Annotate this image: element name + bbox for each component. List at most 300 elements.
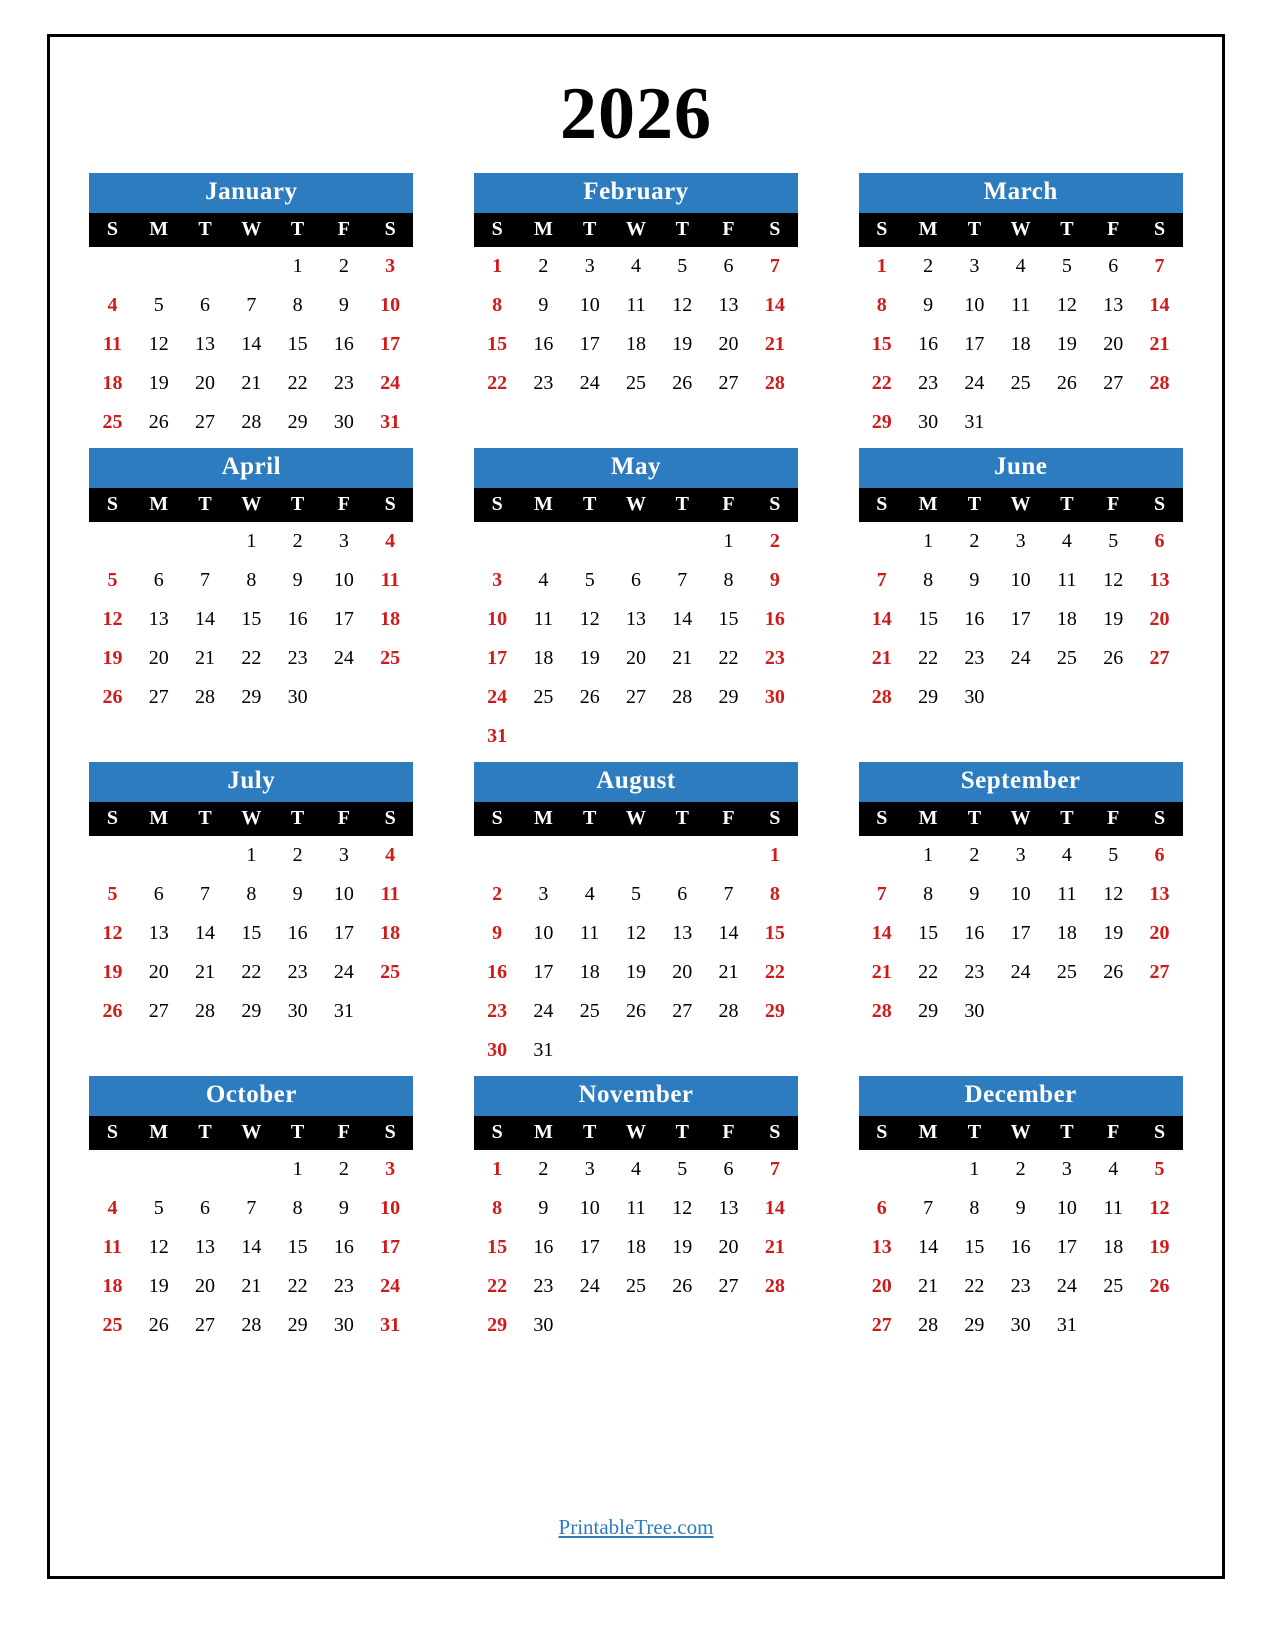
day-cell-empty	[998, 992, 1044, 1031]
day-cell: 22	[287, 372, 308, 394]
day-cell: 17	[579, 333, 600, 355]
day-cell: 11	[380, 883, 400, 905]
weekday-header: S	[752, 488, 798, 522]
day-cell: 8	[923, 569, 934, 591]
weekday-header-row	[474, 213, 798, 247]
week-row	[859, 600, 1183, 639]
weekday-header-row	[89, 1116, 413, 1150]
day-cell: 17	[533, 961, 554, 983]
day-cell-empty	[136, 522, 182, 561]
month-table	[859, 802, 1183, 1031]
day-cell: 16	[918, 333, 939, 355]
day-cell-empty	[567, 1031, 613, 1070]
day-cell: 15	[487, 333, 508, 355]
month-name: March	[859, 173, 1183, 213]
weekday-header: F	[1090, 213, 1136, 247]
day-cell: 29	[871, 411, 892, 433]
week-row	[474, 953, 798, 992]
month-table	[474, 488, 798, 756]
day-cell: 27	[718, 1275, 739, 1297]
week-row	[859, 992, 1183, 1031]
day-cell-empty	[613, 522, 659, 561]
day-cell-empty	[136, 1150, 182, 1189]
day-cell-empty	[182, 1150, 228, 1189]
weekday-header: T	[1044, 1116, 1090, 1150]
day-cell: 14	[672, 608, 693, 630]
weekday-header: M	[520, 1116, 566, 1150]
day-cell: 6	[153, 569, 164, 591]
calendar-page	[47, 34, 1225, 1579]
week-row	[89, 403, 413, 442]
weekday-header: T	[659, 213, 705, 247]
day-cell: 7	[723, 883, 734, 905]
day-cell: 12	[1056, 294, 1077, 316]
weekday-header: T	[567, 1116, 613, 1150]
weekday-header-row	[89, 488, 413, 522]
day-cell: 25	[102, 411, 123, 433]
day-cell: 26	[672, 372, 693, 394]
weekday-header: W	[613, 488, 659, 522]
month-name: August	[474, 762, 798, 802]
day-cell: 5	[584, 569, 595, 591]
day-cell: 13	[195, 1236, 216, 1258]
week-row	[474, 286, 798, 325]
day-cell-empty	[567, 522, 613, 561]
weekday-header: S	[474, 1116, 520, 1150]
week-row	[474, 561, 798, 600]
day-cell: 9	[538, 1197, 549, 1219]
day-cell: 15	[718, 608, 739, 630]
day-cell: 22	[241, 647, 262, 669]
day-cell: 7	[246, 294, 257, 316]
weekday-header: T	[182, 213, 228, 247]
week-row	[474, 325, 798, 364]
day-cell-empty	[659, 1306, 705, 1345]
month-name: July	[89, 762, 413, 802]
day-cell: 2	[338, 255, 349, 277]
weekday-header: S	[1136, 1116, 1182, 1150]
week-row	[859, 1306, 1183, 1345]
week-row	[859, 325, 1183, 364]
weekday-header: T	[951, 488, 997, 522]
day-cell: 6	[723, 255, 734, 277]
day-cell: 28	[718, 1000, 739, 1022]
week-row	[859, 1228, 1183, 1267]
week-row	[859, 914, 1183, 953]
day-cell: 14	[871, 922, 892, 944]
day-cell: 4	[385, 530, 396, 552]
day-cell: 1	[723, 530, 734, 552]
weekday-header: M	[905, 213, 951, 247]
month-name: January	[89, 173, 413, 213]
week-row	[859, 1189, 1183, 1228]
day-cell-empty	[182, 836, 228, 875]
month-table	[474, 213, 798, 403]
day-cell: 29	[487, 1314, 508, 1336]
day-cell: 29	[718, 686, 739, 708]
day-cell: 27	[148, 1000, 169, 1022]
day-cell: 16	[333, 333, 354, 355]
day-cell-empty	[705, 717, 751, 756]
day-cell: 30	[533, 1314, 554, 1336]
day-cell: 20	[195, 372, 216, 394]
day-cell-empty	[1090, 992, 1136, 1031]
week-row	[89, 992, 413, 1031]
day-cell-empty	[367, 678, 413, 717]
day-cell-empty	[998, 403, 1044, 442]
day-cell: 2	[292, 844, 303, 866]
day-cell: 11	[626, 1197, 646, 1219]
day-cell: 20	[1103, 333, 1124, 355]
day-cell: 2	[923, 255, 934, 277]
day-cell: 28	[241, 1314, 262, 1336]
day-cell: 16	[333, 1236, 354, 1258]
day-cell: 22	[487, 1275, 508, 1297]
day-cell: 23	[487, 1000, 508, 1022]
day-cell: 5	[153, 1197, 164, 1219]
day-cell: 21	[672, 647, 693, 669]
day-cell: 2	[492, 883, 503, 905]
day-cell-empty	[520, 522, 566, 561]
day-cell: 16	[287, 608, 308, 630]
day-cell-empty	[752, 1306, 798, 1345]
day-cell: 27	[1149, 961, 1170, 983]
day-cell: 20	[672, 961, 693, 983]
day-cell: 9	[338, 294, 349, 316]
day-cell-empty	[659, 836, 705, 875]
weekday-header: S	[1136, 488, 1182, 522]
day-cell: 13	[1103, 294, 1124, 316]
week-row	[474, 992, 798, 1031]
day-cell-empty	[1090, 678, 1136, 717]
day-cell: 1	[292, 255, 303, 277]
day-cell: 5	[1154, 1158, 1165, 1180]
day-cell: 3	[1061, 1158, 1072, 1180]
day-cell: 26	[1103, 647, 1124, 669]
day-cell: 26	[148, 1314, 169, 1336]
day-cell: 27	[148, 686, 169, 708]
week-row	[474, 836, 798, 875]
weekday-header: S	[474, 802, 520, 836]
day-cell: 1	[923, 844, 934, 866]
week-row	[859, 247, 1183, 286]
day-cell: 17	[964, 333, 985, 355]
day-cell: 10	[579, 1197, 600, 1219]
day-cell: 2	[538, 255, 549, 277]
day-cell: 18	[380, 608, 401, 630]
weekday-header: S	[89, 488, 135, 522]
day-cell: 18	[1103, 1236, 1124, 1258]
day-cell: 18	[1010, 333, 1031, 355]
day-cell: 15	[918, 922, 939, 944]
month-block	[859, 1076, 1183, 1345]
day-cell: 30	[333, 1314, 354, 1336]
day-cell: 22	[287, 1275, 308, 1297]
day-cell-empty	[752, 717, 798, 756]
day-cell: 18	[579, 961, 600, 983]
day-cell: 1	[769, 844, 780, 866]
weekday-header: M	[905, 488, 951, 522]
day-cell: 4	[538, 569, 549, 591]
day-cell: 31	[487, 725, 508, 747]
day-cell: 20	[625, 647, 646, 669]
day-cell: 10	[333, 569, 354, 591]
day-cell: 27	[672, 1000, 693, 1022]
day-cell: 30	[333, 411, 354, 433]
week-row	[859, 1150, 1183, 1189]
day-cell: 27	[718, 372, 739, 394]
day-cell: 22	[764, 961, 785, 983]
day-cell: 6	[200, 1197, 211, 1219]
day-cell: 18	[102, 1275, 123, 1297]
day-cell: 29	[764, 1000, 785, 1022]
day-cell: 5	[1108, 530, 1119, 552]
weekday-header: W	[998, 1116, 1044, 1150]
weekday-header: M	[520, 213, 566, 247]
day-cell: 29	[287, 411, 308, 433]
day-cell: 15	[241, 608, 262, 630]
footer	[50, 1515, 1222, 1540]
day-cell: 6	[153, 883, 164, 905]
day-cell: 2	[538, 1158, 549, 1180]
day-cell: 12	[1103, 569, 1124, 591]
day-cell: 9	[923, 294, 934, 316]
day-cell: 22	[487, 372, 508, 394]
day-cell: 30	[287, 1000, 308, 1022]
week-row	[89, 600, 413, 639]
day-cell: 20	[195, 1275, 216, 1297]
day-cell: 21	[1149, 333, 1170, 355]
day-cell: 25	[625, 372, 646, 394]
weekday-header: T	[274, 488, 320, 522]
day-cell-empty	[659, 1031, 705, 1070]
day-cell: 28	[241, 411, 262, 433]
day-cell: 30	[964, 686, 985, 708]
day-cell: 17	[333, 608, 354, 630]
weekday-header: S	[859, 1116, 905, 1150]
weekday-header: T	[659, 802, 705, 836]
day-cell: 13	[718, 1197, 739, 1219]
day-cell: 11	[626, 294, 646, 316]
day-cell: 2	[1015, 1158, 1026, 1180]
day-cell: 28	[871, 686, 892, 708]
week-row	[89, 1267, 413, 1306]
day-cell: 24	[333, 647, 354, 669]
day-cell: 26	[1149, 1275, 1170, 1297]
day-cell-empty	[613, 717, 659, 756]
weekday-header: M	[905, 1116, 951, 1150]
day-cell: 30	[287, 686, 308, 708]
day-cell: 3	[338, 530, 349, 552]
printabletree-link[interactable]: PrintableTree.com	[558, 1515, 714, 1539]
day-cell: 26	[625, 1000, 646, 1022]
day-cell: 13	[148, 922, 169, 944]
day-cell: 13	[1149, 883, 1170, 905]
day-cell: 5	[1108, 844, 1119, 866]
day-cell-empty	[567, 1306, 613, 1345]
weekday-header: M	[136, 488, 182, 522]
day-cell: 17	[380, 1236, 401, 1258]
weekday-header: W	[228, 1116, 274, 1150]
day-cell: 1	[876, 255, 887, 277]
month-block	[89, 173, 413, 442]
week-row	[474, 717, 798, 756]
week-row	[89, 914, 413, 953]
weekday-header: S	[859, 488, 905, 522]
day-cell: 2	[969, 844, 980, 866]
day-cell: 9	[292, 569, 303, 591]
day-cell-empty	[613, 1306, 659, 1345]
day-cell: 7	[200, 883, 211, 905]
day-cell-empty	[1044, 992, 1090, 1031]
day-cell: 5	[677, 1158, 688, 1180]
day-cell-empty	[89, 836, 135, 875]
day-cell: 11	[380, 569, 400, 591]
month-name: November	[474, 1076, 798, 1116]
day-cell: 10	[1010, 569, 1031, 591]
day-cell: 24	[579, 372, 600, 394]
week-row	[859, 953, 1183, 992]
day-cell: 8	[246, 569, 257, 591]
day-cell: 26	[1103, 961, 1124, 983]
day-cell-empty	[321, 678, 367, 717]
day-cell: 21	[195, 647, 216, 669]
day-cell: 26	[102, 1000, 123, 1022]
week-row	[474, 1267, 798, 1306]
weekday-header: W	[998, 802, 1044, 836]
day-cell: 30	[487, 1039, 508, 1061]
day-cell: 7	[200, 569, 211, 591]
day-cell: 7	[677, 569, 688, 591]
month-block	[474, 173, 798, 442]
day-cell: 6	[630, 569, 641, 591]
month-table	[859, 1116, 1183, 1345]
day-cell: 21	[241, 1275, 262, 1297]
day-cell-empty	[1136, 1306, 1182, 1345]
week-row	[89, 1150, 413, 1189]
day-cell: 5	[677, 255, 688, 277]
day-cell: 15	[918, 608, 939, 630]
day-cell: 19	[625, 961, 646, 983]
day-cell: 22	[918, 961, 939, 983]
day-cell: 10	[380, 1197, 401, 1219]
day-cell: 19	[672, 1236, 693, 1258]
day-cell: 16	[533, 333, 554, 355]
day-cell: 28	[764, 372, 785, 394]
day-cell-empty	[659, 717, 705, 756]
week-row	[474, 1150, 798, 1189]
day-cell: 7	[769, 1158, 780, 1180]
week-row	[859, 639, 1183, 678]
month-table	[89, 1116, 413, 1345]
weekday-header: S	[89, 802, 135, 836]
weekday-header: T	[274, 213, 320, 247]
day-cell: 26	[102, 686, 123, 708]
day-cell: 1	[492, 255, 503, 277]
weekday-header: T	[182, 802, 228, 836]
day-cell: 1	[292, 1158, 303, 1180]
day-cell: 6	[876, 1197, 887, 1219]
day-cell: 17	[1010, 608, 1031, 630]
day-cell-empty	[228, 1150, 274, 1189]
weekday-header: W	[228, 488, 274, 522]
day-cell: 4	[1015, 255, 1026, 277]
day-cell: 19	[102, 647, 123, 669]
day-cell-empty	[1136, 992, 1182, 1031]
weekday-header: F	[321, 802, 367, 836]
week-row	[474, 1228, 798, 1267]
day-cell: 23	[1010, 1275, 1031, 1297]
month-table	[474, 802, 798, 1070]
week-row	[474, 247, 798, 286]
day-cell: 15	[871, 333, 892, 355]
day-cell: 27	[195, 1314, 216, 1336]
day-cell: 12	[672, 1197, 693, 1219]
day-cell: 2	[338, 1158, 349, 1180]
day-cell: 21	[241, 372, 262, 394]
month-table	[474, 1116, 798, 1345]
day-cell-empty	[1090, 403, 1136, 442]
weekday-header: W	[613, 213, 659, 247]
day-cell: 13	[625, 608, 646, 630]
day-cell: 6	[1154, 844, 1165, 866]
day-cell: 18	[102, 372, 123, 394]
day-cell: 6	[200, 294, 211, 316]
day-cell: 12	[1103, 883, 1124, 905]
day-cell: 24	[487, 686, 508, 708]
day-cell: 19	[1103, 608, 1124, 630]
day-cell: 21	[918, 1275, 939, 1297]
week-row	[859, 286, 1183, 325]
day-cell: 12	[579, 608, 600, 630]
day-cell: 24	[333, 961, 354, 983]
weekday-header: M	[520, 802, 566, 836]
day-cell: 16	[487, 961, 508, 983]
day-cell: 15	[764, 922, 785, 944]
day-cell: 14	[764, 294, 785, 316]
day-cell: 8	[292, 294, 303, 316]
weekday-header: W	[228, 213, 274, 247]
day-cell: 8	[723, 569, 734, 591]
month-block	[474, 762, 798, 1070]
day-cell: 24	[1056, 1275, 1077, 1297]
weekday-header: T	[1044, 213, 1090, 247]
day-cell-empty	[228, 247, 274, 286]
day-cell: 30	[764, 686, 785, 708]
day-cell: 25	[1056, 647, 1077, 669]
weekday-header-row	[474, 802, 798, 836]
week-row	[89, 875, 413, 914]
day-cell: 11	[103, 333, 122, 355]
day-cell: 26	[579, 686, 600, 708]
day-cell-empty	[705, 1306, 751, 1345]
day-cell: 25	[380, 647, 401, 669]
day-cell: 16	[964, 608, 985, 630]
weekday-header: S	[367, 213, 413, 247]
day-cell: 15	[241, 922, 262, 944]
weekday-header: W	[998, 488, 1044, 522]
day-cell: 28	[672, 686, 693, 708]
day-cell: 3	[338, 844, 349, 866]
day-cell: 21	[871, 961, 892, 983]
day-cell: 18	[1056, 922, 1077, 944]
day-cell: 31	[333, 1000, 354, 1022]
day-cell: 18	[625, 333, 646, 355]
day-cell: 24	[1010, 647, 1031, 669]
day-cell: 15	[487, 1236, 508, 1258]
day-cell: 28	[1149, 372, 1170, 394]
day-cell: 7	[876, 883, 887, 905]
